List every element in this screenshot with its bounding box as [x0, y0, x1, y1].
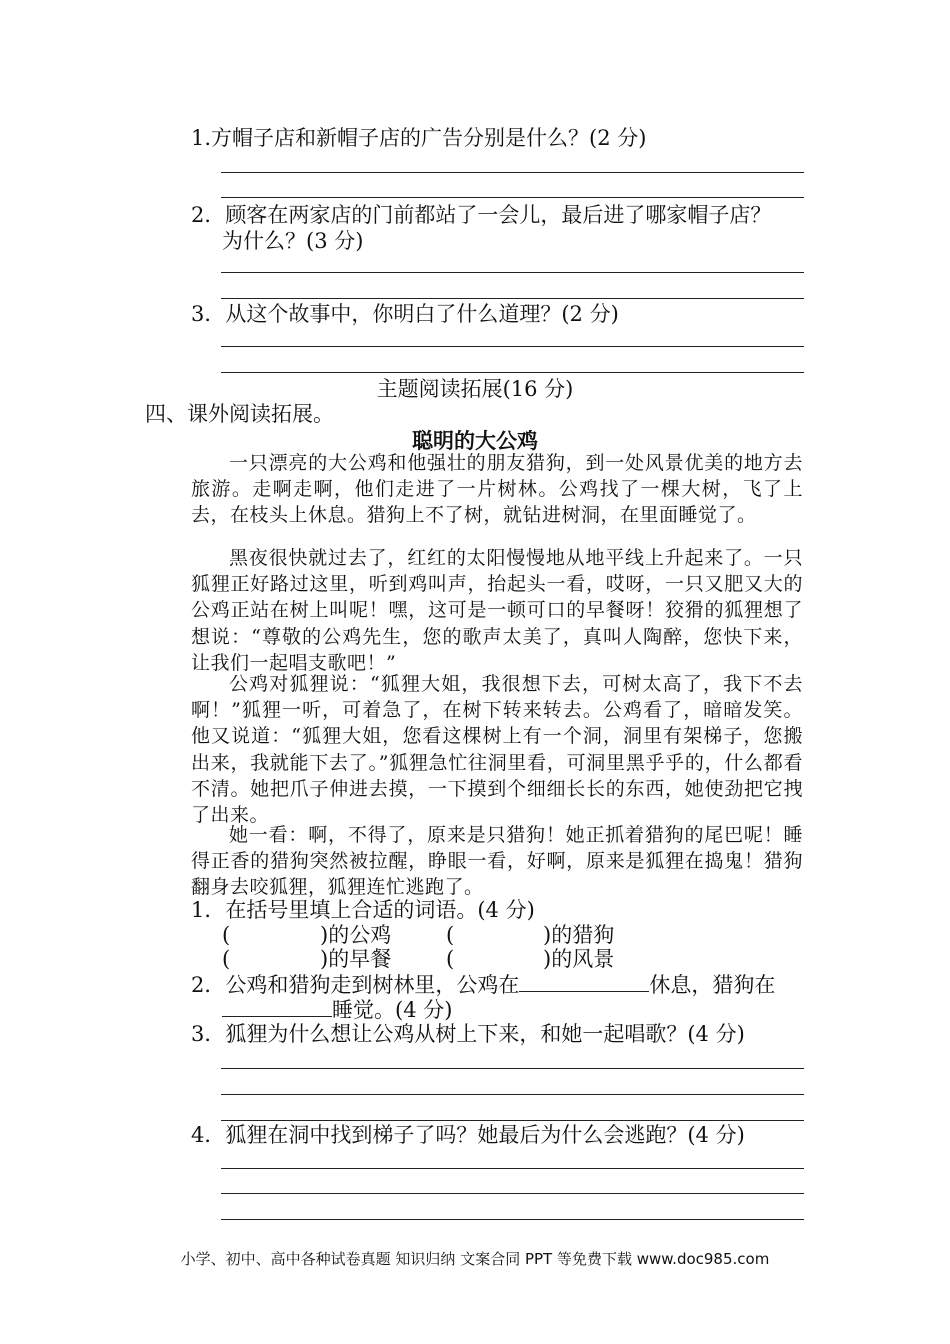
- fill-item-rooster[interactable]: )的公鸡: [320, 923, 392, 947]
- fill-blank-rooster-place[interactable]: [519, 971, 649, 992]
- answer-line[interactable]: [221, 1120, 804, 1121]
- answer-line[interactable]: [221, 1219, 804, 1220]
- fill-item-scenery[interactable]: )的风景: [543, 947, 615, 971]
- question-3-2-cont: 为什么？(3 分): [222, 229, 364, 253]
- fill-item-hound[interactable]: )的猎狗: [543, 923, 615, 947]
- question-4-3: 3．狐狸为什么想让公鸡从树上下来，和她一起唱歌？(4 分): [191, 1022, 745, 1046]
- answer-line[interactable]: [221, 372, 804, 373]
- fill-paren-open: (: [222, 923, 231, 947]
- section-4-title: 四、课外阅读拓展。: [145, 402, 334, 426]
- answer-line[interactable]: [221, 172, 804, 173]
- story-title: 聪明的大公鸡: [412, 429, 538, 453]
- answer-line[interactable]: [221, 346, 804, 347]
- story-paragraph-3: 公鸡对狐狸说：“狐狸大姐，我很想下去，可树太高了，我下不去啊！”狐狸一听，可着急了，在树下转来转去。公鸡看了，暗暗发笑。他又说道：“狐狸大姐，您看这棵树上有一个洞，洞里有架梯子，您搬出来，我就能下去了。”狐狸急忙往洞里看，可洞里黑乎乎的，什么都看不清。她把爪子伸进去摸，一下摸到个细细长长的东西，她使劲把它拽了出来。: [191, 673, 803, 827]
- fill-paren-open: (: [446, 923, 455, 947]
- answer-line[interactable]: [221, 298, 804, 299]
- story-paragraph-4: 她一看：啊，不得了，原来是只猎狗！她正抓着猎狗的尾巴呢！睡得正香的猎狗突然被拉醒，睁眼一看，好啊，原来是狐狸在捣鬼！猎狗翻身去咬狐狸，狐狸连忙逃跑了。: [191, 824, 803, 899]
- fill-paren-open: (: [222, 947, 231, 971]
- question-4-2-cont: [222, 996, 452, 1023]
- fill-item-breakfast[interactable]: )的早餐: [320, 947, 392, 971]
- footer-watermark: 小学、初中、高中各种试卷真题 知识归纳 文案合同 PPT 等免费下载 www.doc985.com: [180, 1250, 770, 1268]
- answer-line[interactable]: [221, 1193, 804, 1194]
- answer-line[interactable]: [221, 1094, 804, 1095]
- answer-line[interactable]: [221, 272, 804, 273]
- question-4-2-part-a: 2．公鸡和猎狗走到树林里，公鸡在: [191, 973, 520, 997]
- question-4-1: 1．在括号里填上合适的词语。(4 分): [191, 898, 535, 922]
- story-paragraph-2: 黑夜很快就过去了，红红的太阳慢慢地从地平线上升起来了。一只狐狸正好路过这里，听到鸡叫声，抬起头一看，哎呀，一只又肥又大的公鸡正站在树上叫呢！嘿，这可是一顿可口的早餐呀！狡猾的狐狸想了想说：“尊敬的公鸡先生，您的歌声太美了，真叫人陶醉，您快下来，让我们一起唱支歌吧！”: [191, 547, 803, 674]
- question-4-2-part-b: 休息，猎狗在: [649, 973, 776, 997]
- answer-line[interactable]: [221, 1168, 804, 1169]
- answer-line[interactable]: [221, 1068, 804, 1069]
- question-4-2-part-c: 睡觉。(4 分): [332, 998, 453, 1022]
- question-4-2: [191, 971, 775, 998]
- story-paragraph-1: 一只漂亮的大公鸡和他强壮的朋友猎狗，到一处风景优美的地方去旅游。走啊走啊，他们走进了一片树林。公鸡找了一棵大树，飞了上去，在枝头上休息。猎狗上不了树，就钻进树洞，在里面睡觉了。: [191, 452, 803, 527]
- question-4-4: 4．狐狸在洞中找到梯子了吗？她最后为什么会逃跑？(4 分): [191, 1123, 745, 1147]
- fill-blank-hound-place[interactable]: [222, 996, 332, 1017]
- question-3-3: 3．从这个故事中，你明白了什么道理？(2 分): [191, 302, 619, 326]
- section-heading: 主题阅读拓展(16 分): [376, 377, 574, 401]
- question-3-1: 1.方帽子店和新帽子店的广告分别是什么？(2 分): [191, 126, 647, 150]
- question-3-2: 2．顾客在两家店的门前都站了一会儿，最后进了哪家帽子店？: [191, 203, 772, 227]
- fill-paren-open: (: [446, 947, 455, 971]
- answer-line[interactable]: [221, 197, 804, 198]
